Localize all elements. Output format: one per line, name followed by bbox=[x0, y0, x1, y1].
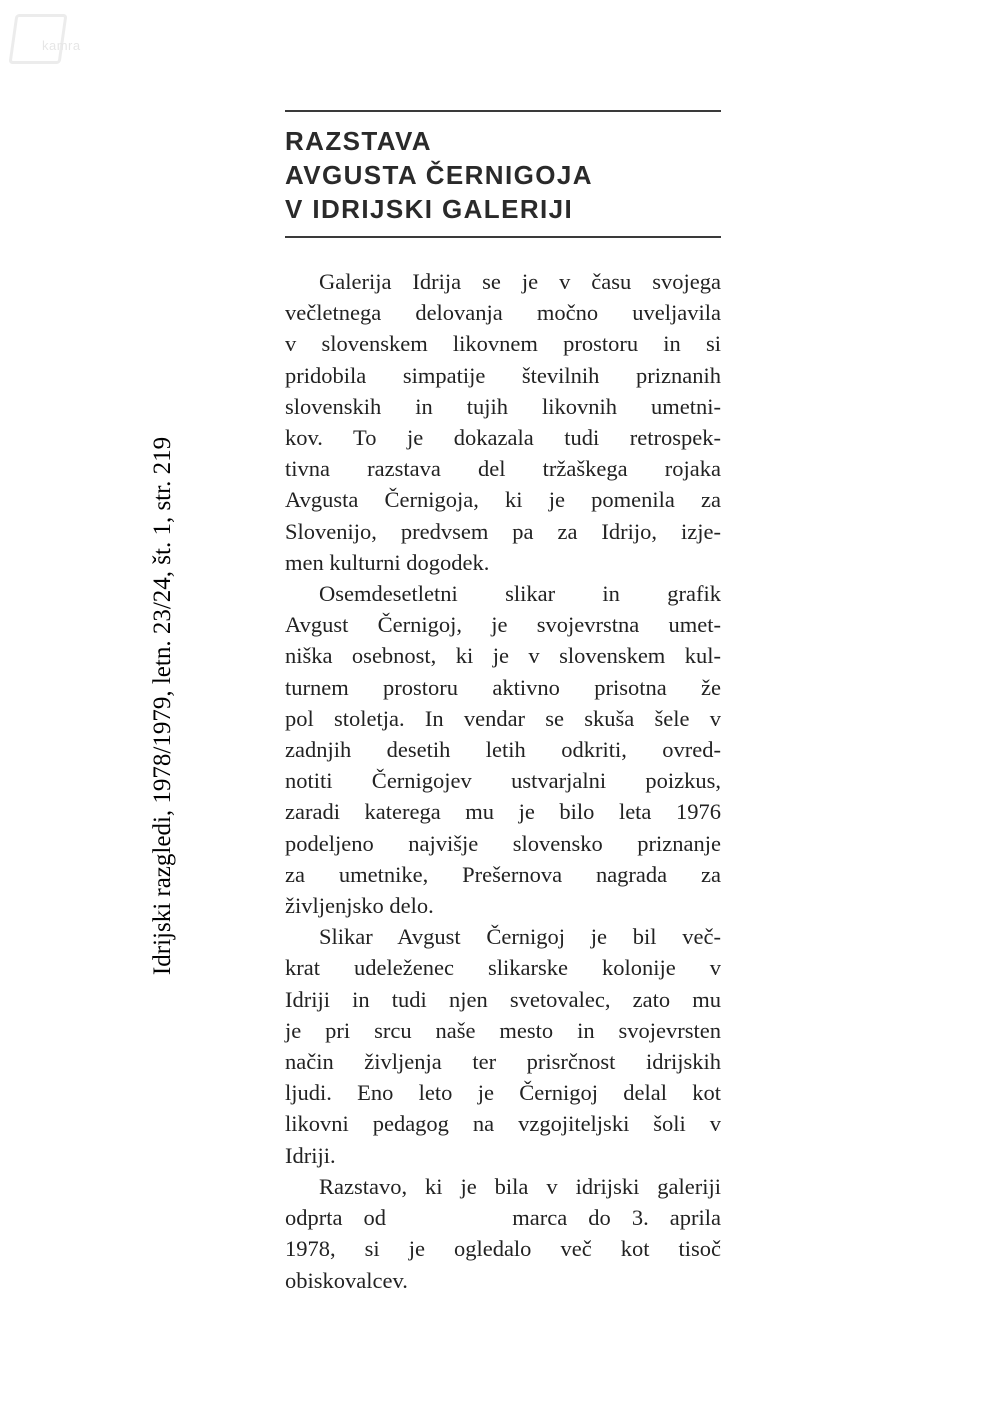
text-line: pridobila simpatije številnih priznanih bbox=[285, 362, 721, 388]
text-line: Avgust Černigoj, je svojevrstna umet- bbox=[285, 612, 721, 638]
text-line: podeljeno najvišje slovensko priznanje bbox=[285, 830, 721, 856]
text-line: kov. To je dokazala tudi retrospek- bbox=[285, 425, 721, 451]
text-line: likovni pedagog na vzgojiteljski šoli v bbox=[285, 1111, 721, 1137]
text-line: slovenskih in tujih likovnih umetni- bbox=[285, 393, 721, 419]
headline-line: V IDRIJSKI GALERIJI bbox=[285, 194, 574, 224]
article-clipping bbox=[285, 110, 721, 1296]
text-line: notiti Černigojev ustvarjalni poizkus, bbox=[285, 768, 721, 794]
paragraph bbox=[285, 1171, 721, 1296]
text-line: tivna razstava del tržaškega rojaka bbox=[285, 456, 721, 482]
paragraph bbox=[285, 921, 721, 1171]
text-line: način življenja ter prisrčnost idrijskih bbox=[285, 1049, 721, 1075]
text-line: men kulturni dogodek. bbox=[285, 549, 490, 575]
article-headline bbox=[285, 124, 721, 226]
text-line: niška osebnost, ki je v slovenskem kul- bbox=[285, 643, 721, 669]
watermark-text: kamra bbox=[42, 38, 81, 53]
text-line: zadnjih desetih letih odkriti, ovred- bbox=[285, 737, 721, 763]
text-line: je pri srcu naše mesto in svojevrsten bbox=[285, 1017, 721, 1043]
text-line: Slovenijo, predvsem pa za Idrijo, izje- bbox=[285, 518, 721, 544]
text-line: Idriji in tudi njen svetovalec, zato mu bbox=[285, 986, 721, 1012]
text-line: za umetnike, Prešernova nagrada za bbox=[285, 861, 721, 887]
text-line: pol stoletja. In vendar se skuša šele v bbox=[285, 705, 721, 731]
text-line: Slikar Avgust Černigoj je bil več- bbox=[319, 924, 721, 950]
text-line: Avgusta Černigoja, ki je pomenila za bbox=[285, 487, 721, 513]
text-line: zaradi katerega mu je bilo leta 1976 bbox=[285, 799, 721, 825]
watermark-logo bbox=[8, 8, 118, 64]
text-line: Galerija Idrija se je v času svojega bbox=[319, 269, 721, 294]
top-rule bbox=[285, 110, 721, 112]
bottom-rule bbox=[285, 236, 721, 238]
text-line: Razstavo, ki je bila v idrijski galeriji bbox=[319, 1173, 721, 1199]
text-line: krat udeleženec slikarske kolonije v bbox=[285, 955, 721, 981]
text-line: odprta od marca do 3. aprila bbox=[285, 1205, 721, 1231]
text-line: Osemdesetletni slikar in grafik bbox=[319, 581, 721, 607]
article-body bbox=[285, 266, 721, 1296]
text-line: v slovenskem likovnem prostoru in si bbox=[285, 331, 721, 357]
paragraph bbox=[285, 266, 721, 578]
text-line: obiskovalcev. bbox=[285, 1267, 408, 1293]
side-citation: Idrijski razgledi, 1978/1979, letn. 23/24, št. 1, str. 219 bbox=[149, 436, 176, 976]
text-line: življenjsko delo. bbox=[285, 893, 434, 919]
text-line: Idriji. bbox=[285, 1142, 336, 1168]
text-line: turnem prostoru aktivno prisotna že bbox=[285, 674, 721, 700]
text-line: ljudi. Eno leto je Černigoj delal kot bbox=[285, 1080, 721, 1106]
text-line: 1978, si je ogledalo več kot tisoč bbox=[285, 1236, 721, 1262]
headline-line: RAZSTAVA bbox=[285, 126, 432, 156]
text-line: večletnega delovanja močno uveljavila bbox=[285, 300, 721, 326]
paragraph bbox=[285, 578, 721, 921]
headline-line: AVGUSTA ČERNIGOJA bbox=[285, 160, 593, 190]
